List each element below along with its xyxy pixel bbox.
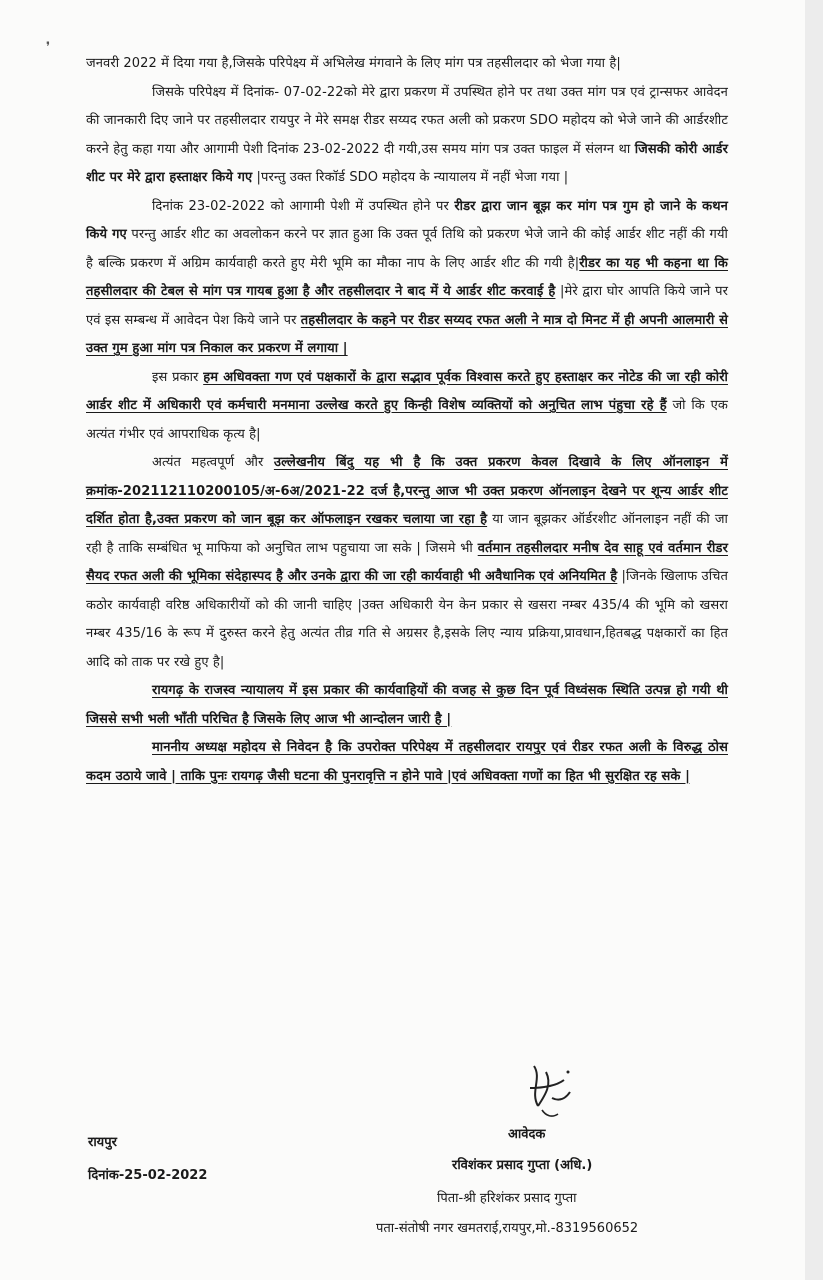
underlined-text: उल्लेखनीय बिंदु यह भी है कि उक्त प्रकरण केवल दिखावे के लिए ऑनलाइन में क्रमांक-202112110200105/अ-6अ/2021-22 दर्ज है,परन्तु आज भी उक्त प्रकरण ऑनलाइन देखने पर शून्य आर्डर शीट दर्शित होता है,उक्त प्रकरण को जान बूझ कर ऑफलाइन रखकर चलाया जा रहा है [86, 455, 728, 527]
paragraph-4 [86, 364, 728, 450]
underlined-text: हम अधिवक्ता गण एवं पक्षकारों के द्वारा सद्भाव पूर्वक विश्वास करते हुए हस्ताक्षर कर नोटेड की जा रही कोरी आर्डर शीट में अधिकारी एवं कर्मचारी मनमाना उल्लेख करते हुए किन्ही विशेष व्यक्तियों को अनुचित लाभ पंहुचा रहे हैं [86, 369, 728, 413]
applicant-label: आवेदक [508, 1127, 546, 1142]
paragraph-6: रायगढ़ के राजस्व न्यायालय में इस प्रकार की कार्यवाहियों की वजह से कुछ दिन पूर्व विध्वंसक स्थिति उत्पन्न हो गयी थी जिससे सभी भली भाँती परिचित है जिसके लिए आज भी आन्दोलन जारी है | [86, 683, 728, 727]
paragraph-5 [86, 449, 728, 677]
text-run: |परन्तु उक्त रिकॉर्ड SDO महोदय के न्यायालय में नहीं भेजा गया | [252, 170, 569, 185]
applicant-name: रविशंकर प्रसाद गुप्ता (अधि.) [452, 1158, 593, 1173]
text-run: इस प्रकार [152, 369, 204, 385]
paragraph-7: माननीय अध्यक्ष महोदय से निवेदन है कि उपरोक्त परिपेक्ष्य में तहसीलदार रायपुर एवं रीडर रफत अली के विरुद्ध ठोस कदम उठाये जावे | ताकि पुनः रायगढ़ जैसी घटना की पुनरावृत्ति न होने पावे |एवं अधिवक्ता गणों का हित भी सुरक्षित रह सके | [86, 740, 728, 784]
paragraph-1: जनवरी 2022 में दिया गया है,जिसके परिपेक्ष्य में अभिलेख मंगवाने के लिए मांग पत्र तहसीलदार को भेजा गया है| [86, 56, 621, 71]
underlined-text: तहसीलदार के कहने पर रीडर सय्यद रफत अली ने मात्र दो मिनट में ही अपनी आलमारी से उक्त गुम हुआ मांग पत्र निकाल कर प्रकरण में लगाया | [86, 312, 728, 356]
applicant-father: पिता-श्री हरिशंकर प्रसाद गुप्ता [437, 1191, 577, 1206]
place: रायपुर [88, 1135, 117, 1150]
page-edge [805, 0, 823, 1280]
paragraph-3 [86, 193, 728, 364]
letter-body [86, 50, 728, 791]
text-run: |मेरे द्वारा घोर आपति किये जाने पर एवं इस सम्बन्ध में आवेदन पेश किये जाने पर [86, 284, 728, 328]
text-run: |जिनके खिलाफ उचित कठोर कार्यवाही वरिष्ठ अधिकारीयों को की जानी चाहिए |उक्त अधिकारी येन केन प्रकार से खसरा नम्बर 435/4 की भूमि को खसरा नम्बर 435/16 के रूप में दुरुस्त करने हेतु अत्यंत तीव्र गति से अग्रसर है,इसके लिए न्याय प्रक्रिया,प्रावधान,हितबद्ध पक्षकारों का हित आदि को ताक पर रखे हुए है| [86, 569, 728, 670]
underlined-text: वर्तमान तहसीलदार मनीष देव साहू एवं वर्तमान रीडर सैयद रफत अली की भूमिका संदेहास्पद है और उनके द्वारा की जा रही कार्यवाही भी अवैधानिक एवं अनियमित है [86, 540, 728, 584]
applicant-address: पता-संतोषी नगर खमतराई,रायपुर,मो.-8319560652 [376, 1221, 639, 1236]
text-run: जिसके परिपेक्ष्य में दिनांक- 07-02-22को मेरे द्वारा प्रकरण में उपस्थित होने पर तथा उक्त मांग पत्र एवं ट्रान्सफर आवेदन की जानकारी दिए जाने पर तहसीलदार रायपुर ने मेरे समक्ष रीडर सय्यद रफत अली को प्रकरण SDO महोदय को भेजे जाने की आर्डरशीट करने हेतु कहा गया और आगामी पेशी दिनांक 23-02-2022 दी गयी,उस समय मांग पत्र उक्त फाइल में संलग्न था [86, 84, 728, 157]
bold-text: जिसकी कोरी आर्डर शीट पर मेरे द्वारा हस्ताक्षर किये गए [86, 141, 729, 185]
signature [512, 1058, 582, 1128]
underlined-text: रीडर का यह भी कहना था कि तहसीलदार की टेबल से मांग पत्र गायब हुआ है और तहसीलदार ने बाद में ये आर्डर शीट करवाई है [86, 255, 728, 299]
text-run: परन्तु आर्डर शीट का अवलोकन करने पर ज्ञात हुआ कि उक्त पूर्व तिथि को प्रकरण भेजे जाने की कोई आर्डर शीट नहीं की गयी है बल्कि प्रकरण में अग्रिम कार्यवाही करते हुए मेरी भूमि का मौका नाप के लिए आर्डर शीट की गयी है| [86, 227, 728, 271]
paragraph-2 [86, 79, 728, 193]
date: दिनांक-25-02-2022 [88, 1168, 208, 1183]
text-run: अत्यंत महत्वपूर्ण और [152, 455, 274, 470]
bold-text: रीडर द्वारा जान बूझ कर मांग पत्र गुम हो जाने के कथन किये गए [86, 198, 728, 242]
text-run: जो कि एक अत्यंत गंभीर एवं आपराधिक कृत्य है| [86, 398, 728, 442]
text-run: या जान बूझकर ऑर्डरशीट ऑनलाइन नहीं की जा रही है ताकि सम्बंधित भू माफिया को अनुचित लाभ पहुचाया जा सके | जिसमे भी [86, 512, 728, 556]
text-run: दिनांक 23-02-2022 को आगामी पेशी में उपस्थित होने पर [152, 198, 455, 214]
corner-mark: ❜ [46, 40, 51, 55]
